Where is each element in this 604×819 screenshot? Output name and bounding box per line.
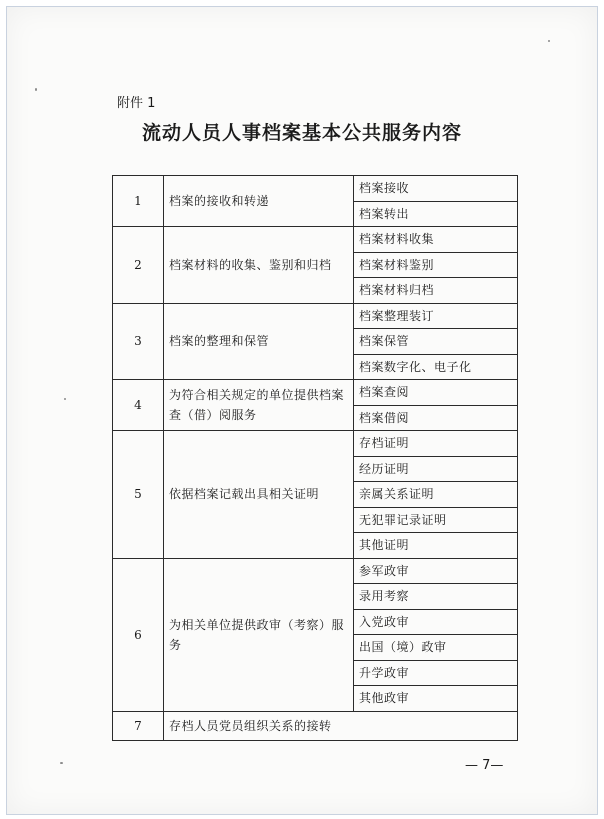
sub-item: 档案接收 xyxy=(354,176,518,202)
service-table xyxy=(112,175,518,741)
sub-item: 档案材料归档 xyxy=(354,278,518,304)
table-row xyxy=(113,711,518,740)
sub-item: 档案数字化、电子化 xyxy=(354,354,518,380)
row-number: 2 xyxy=(113,227,164,304)
service-item: 依据档案记载出具相关证明 xyxy=(164,431,354,559)
service-item: 档案的接收和转递 xyxy=(164,176,354,227)
sub-item: 升学政审 xyxy=(354,660,518,686)
row-number: 1 xyxy=(113,176,164,227)
service-item: 存档人员党员组织关系的接转 xyxy=(164,711,518,740)
row-number: 4 xyxy=(113,380,164,431)
service-item: 档案材料的收集、鉴别和归档 xyxy=(164,227,354,304)
service-item: 档案的整理和保管 xyxy=(164,303,354,380)
sub-item: 其他政审 xyxy=(354,686,518,712)
attachment-label: 附件 1 xyxy=(117,96,156,111)
sub-item: 档案转出 xyxy=(354,201,518,227)
row-number: 3 xyxy=(113,303,164,380)
table-row xyxy=(113,303,518,329)
sub-item: 亲属关系证明 xyxy=(354,482,518,508)
sub-item: 档案保管 xyxy=(354,329,518,355)
sub-item: 入党政审 xyxy=(354,609,518,635)
row-number: 6 xyxy=(113,558,164,711)
sub-item: 档案借阅 xyxy=(354,405,518,431)
page-number: — 7— xyxy=(465,758,504,773)
scan-speck xyxy=(548,40,550,42)
sub-item: 参军政审 xyxy=(354,558,518,584)
scan-speck xyxy=(35,88,37,91)
table-row xyxy=(113,176,518,202)
sub-item: 无犯罪记录证明 xyxy=(354,507,518,533)
sub-item: 档案材料鉴别 xyxy=(354,252,518,278)
scan-speck xyxy=(64,398,66,400)
sub-item: 档案整理装订 xyxy=(354,303,518,329)
table-row xyxy=(113,227,518,253)
row-number: 7 xyxy=(113,711,164,740)
sub-item: 经历证明 xyxy=(354,456,518,482)
sub-item: 档案材料收集 xyxy=(354,227,518,253)
table-row xyxy=(113,558,518,584)
sub-item: 其他证明 xyxy=(354,533,518,559)
table-row xyxy=(113,380,518,406)
sub-item: 存档证明 xyxy=(354,431,518,457)
service-item: 为符合相关规定的单位提供档案查（借）阅服务 xyxy=(164,380,354,431)
row-number: 5 xyxy=(113,431,164,559)
page-title: 流动人员人事档案基本公共服务内容 xyxy=(141,122,462,144)
sub-item: 出国（境）政审 xyxy=(354,635,518,661)
service-item: 为相关单位提供政审（考察）服务 xyxy=(164,558,354,711)
sub-item: 档案查阅 xyxy=(354,380,518,406)
scan-speck xyxy=(60,762,63,764)
table-row xyxy=(113,431,518,457)
sub-item: 录用考察 xyxy=(354,584,518,610)
